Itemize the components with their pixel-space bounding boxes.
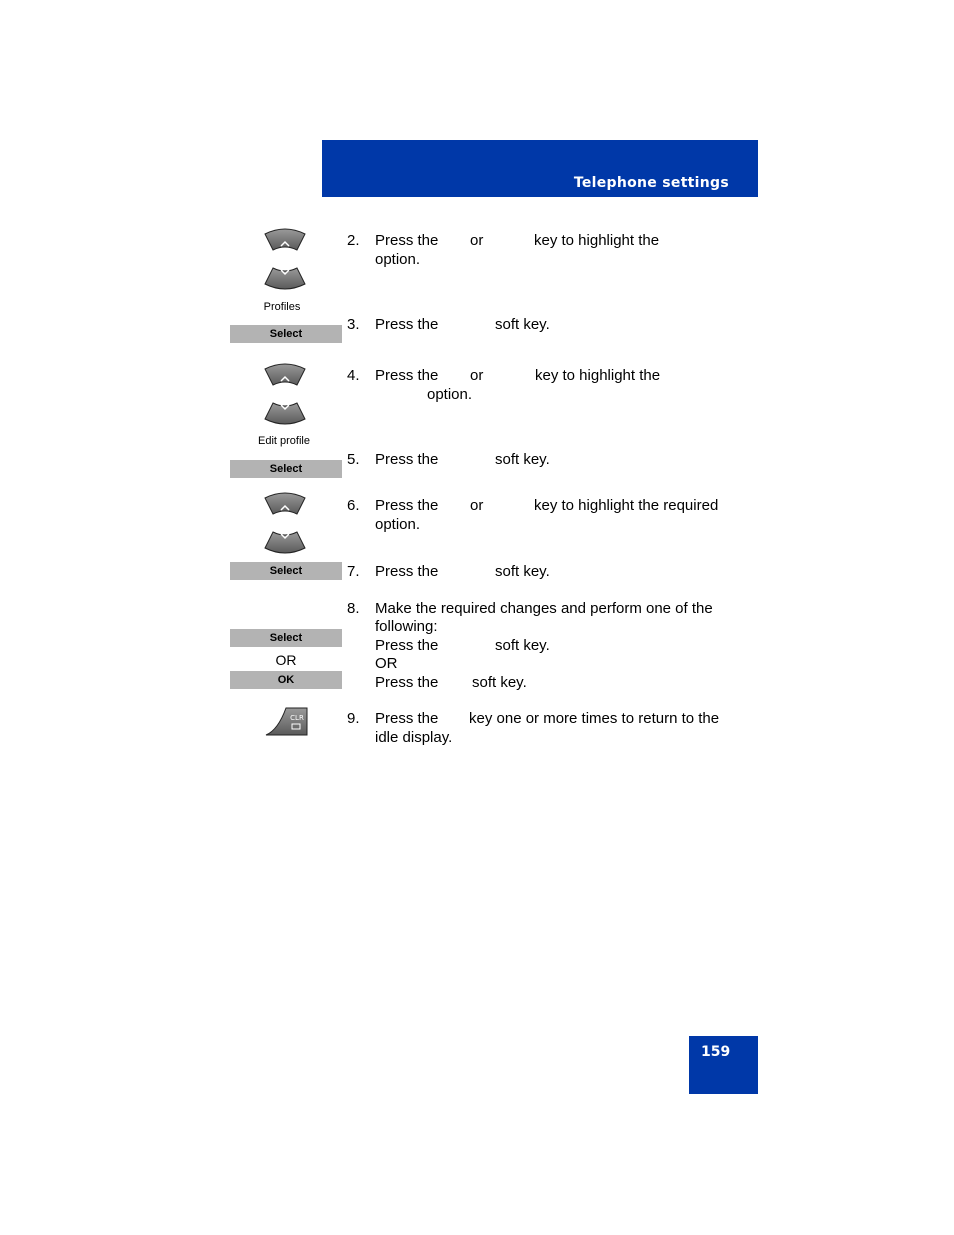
step-number: 2.	[347, 232, 360, 249]
clr-key-text: CLR	[290, 714, 304, 722]
select-softkey[interactable]: Select	[230, 460, 342, 478]
step-number: 8.	[347, 600, 360, 617]
edit-profile-label: Edit profile	[258, 435, 310, 447]
step-number: 7.	[347, 563, 360, 580]
navigation-up-key-icon	[263, 226, 307, 254]
navigation-up-key-icon	[263, 361, 307, 389]
step-number: 6.	[347, 497, 360, 514]
step-number: 4.	[347, 367, 360, 384]
navigation-up-key-icon	[263, 490, 307, 518]
clr-key-icon	[264, 706, 308, 736]
navigation-down-key-icon	[263, 264, 307, 292]
select-softkey[interactable]: Select	[230, 325, 342, 343]
select-softkey[interactable]: Select	[230, 562, 342, 580]
ok-softkey[interactable]: OK	[230, 671, 342, 689]
page-number-box	[689, 1036, 758, 1094]
profiles-label: Profiles	[263, 301, 301, 313]
navigation-down-key-icon	[263, 528, 307, 556]
page-header-title: Telephone settings	[573, 175, 729, 191]
header-band	[322, 140, 758, 197]
or-label: OR	[275, 652, 297, 668]
select-softkey[interactable]: Select	[230, 629, 342, 647]
step-number: 9.	[347, 710, 360, 727]
step-number: 3.	[347, 316, 360, 333]
page-number: 159	[701, 1044, 731, 1060]
navigation-down-key-icon	[263, 399, 307, 427]
step-number: 5.	[347, 451, 360, 468]
